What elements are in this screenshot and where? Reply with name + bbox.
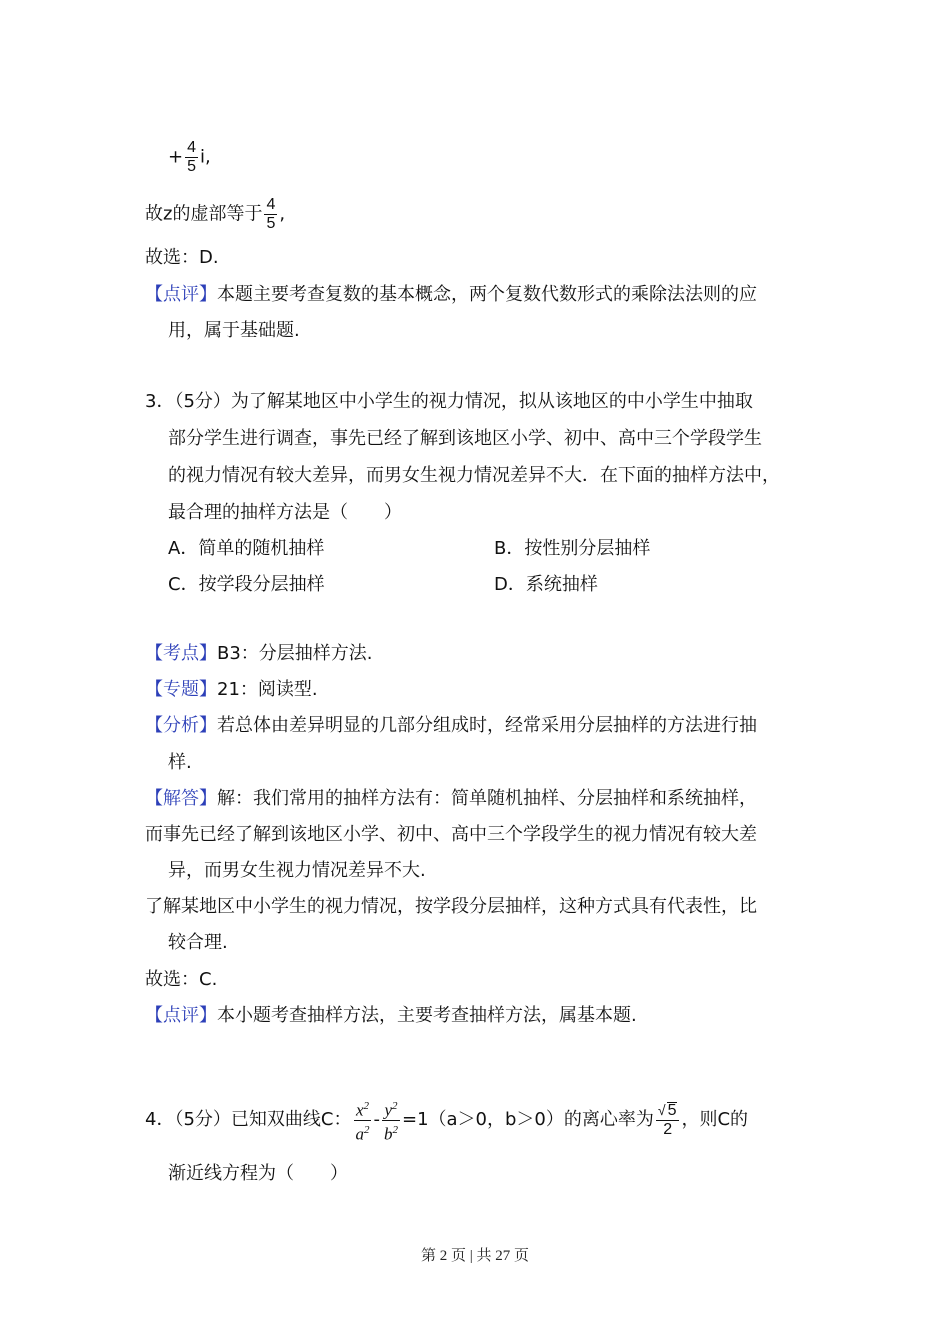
q3-jieda-line-3: 异，而男女生视力情况差异不大. <box>168 860 426 881</box>
q4-stem-line-2: 渐近线方程为（ ） <box>168 1163 348 1184</box>
q3-stem-line-2: 部分学生进行调查，事先已经了解到该地区小学、初中、高中三个学段学生 <box>168 428 762 449</box>
q3-jieda-line-4: 了解某地区中小学生的视力情况，按学段分层抽样，这种方式具有代表性，比 <box>145 896 757 917</box>
q3-zhuanti: 【专题】21：阅读型. <box>145 679 318 700</box>
fraction-sqrt5-over-2: $\frac{√ 5}{2}$ <box>656 1102 680 1138</box>
q3-dianping: 【点评】本小题考查抽样方法，主要考查抽样方法，属基本题. <box>145 1005 637 1026</box>
minus-sign: - <box>373 1109 380 1131</box>
fraction-line <box>168 140 211 175</box>
fraction-y2-b2: $\frac{y^2}{b^2}$ <box>383 1100 398 1144</box>
q3-stem-line-3: 的视力情况有较大差异，而男女生视力情况差异不大．在下面的抽样方法中， <box>168 465 780 486</box>
q3-option-d: D．系统抽样 <box>494 574 598 595</box>
q3-fenxi-cont: 样. <box>168 752 192 773</box>
fraction-four-fifths: $\frac{4}{5}$ <box>187 139 196 175</box>
radical-icon: √ <box>657 1102 666 1119</box>
q3-jieda-line-5: 较合理. <box>168 932 228 953</box>
q3-stem-line-4: 最合理的抽样方法是（ ） <box>168 502 402 523</box>
imaginary-part-line: 故z的虚部等于 $\frac{4}{5}$ , <box>145 196 286 232</box>
comment-q2-cont: 用，属于基础题. <box>168 320 300 341</box>
q3-option-a: A．简单的随机抽样 <box>168 538 325 559</box>
comment-tag: 【点评】 <box>145 284 217 305</box>
q3-fenxi: 【分析】若总体由差异明显的几部分组成时，经常采用分层抽样的方法进行抽 <box>145 715 757 736</box>
fraction-imag: $\frac{4}{5}$ <box>266 196 276 232</box>
q4-stem-line-1: 4．（5分）已知双曲线C： $\frac{x^2}{a^2}$ - $\frac{y^2}{b^2}$ =1（a＞0，b＞0）的离心率为 $\frac{√ 5}{2}$ ，则C的 <box>145 1100 749 1144</box>
answer-choice-q2: 故选：D. <box>145 247 219 268</box>
plus-sign: + <box>168 146 184 168</box>
imaginary-unit: i, <box>200 146 211 168</box>
page-footer: 第 2 页 | 共 27 页 <box>420 1248 529 1264</box>
comment-q2: 【点评】本题主要考查复数的基本概念，两个复数代数形式的乘除法法则的应 <box>145 284 757 305</box>
fraction-x2-a2: $\frac{x^2}{a^2}$ <box>355 1100 370 1144</box>
q3-stem-line-1: 3．（5分）为了解某地区中小学生的视力情况，拟从该地区的中小学生中抽取 <box>145 391 753 412</box>
q3-jieda: 【解答】解：我们常用的抽样方法有：简单随机抽样、分层抽样和系统抽样， <box>145 788 757 809</box>
q3-kaodian: 【考点】B3：分层抽样方法. <box>145 643 373 664</box>
q3-option-b: B．按性别分层抽样 <box>494 538 651 559</box>
answer-choice-q3: 故选：C. <box>145 969 218 990</box>
q3-jieda-line-2: 而事先已经了解到该地区小学、初中、高中三个学段学生的视力情况有较大差 <box>145 824 757 845</box>
q3-option-c: C．按学段分层抽样 <box>168 574 325 595</box>
